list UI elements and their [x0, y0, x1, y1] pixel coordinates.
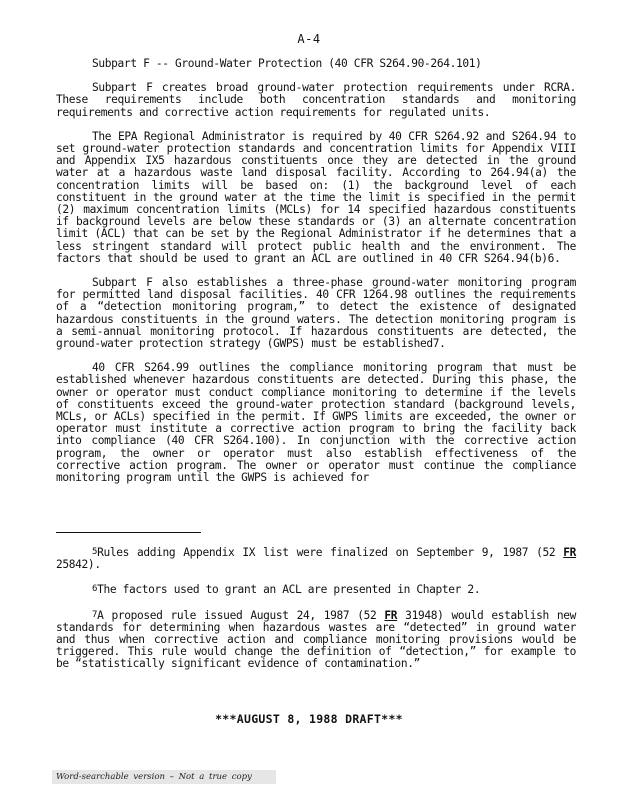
footnote-text: A proposed rule issued August 24, 1987 (52: [97, 608, 385, 622]
paragraph-1: Subpart F creates broad ground-water protection requirements under RCRA. These requirements include both concentration standards and monitoring requirements and corrective action requirements for regulated units.: [56, 81, 576, 119]
footnote-number: 6: [92, 584, 98, 595]
page-number: A-4: [297, 32, 321, 46]
footnote-text: 31948) would establish new standards for determining when hazardous wastes are “detected” in ground water and thus when corrective action and compliance monitoring provisions would be triggered. This rule would change the definition of “detection,” for example to be “statistically significant evidence of contamination.”: [56, 608, 576, 671]
footnote-text: Rules adding Appendix IX list were finalized on September 9, 1987 (52: [97, 546, 564, 559]
federal-register-ref: FR: [563, 546, 576, 559]
footnote-text: The factors used to grant an ACL are presented in Chapter 2.: [97, 583, 481, 597]
disclaimer: Word-searchable version – Not a true copy: [52, 770, 276, 784]
footnotes: [56, 546, 576, 683]
footnote-7: [56, 609, 576, 671]
footnote-text: 25842).: [56, 558, 101, 572]
document-body: [56, 58, 576, 496]
section-heading: Subpart F -- Ground-Water Protection (40 CFR S264.90-264.101): [92, 57, 482, 70]
paragraph-4: 40 CFR S264.99 outlines the compliance monitoring program that must be established whenever hazardous constituents are detected. During this phase, the owner or operator must conduct compliance monitoring to determine if the levels of constituents exceed the ground-water protection standard (background levels, MCLs, or ACLs) specified in the permit. If GWPS limits are exceeded, the owner or operator must institute a corrective action program to bring the facility back into compliance (40 CFR S264.100). In conjunction with the corrective action program, the owner or operator must also establish effectiveness of the corrective action program. The owner or operator must continue the compliance monitoring program until the GWPS is achieved for: [56, 361, 576, 485]
footnote-number: 5: [92, 547, 98, 557]
footnote-5: [56, 546, 576, 571]
footnote-6: [56, 583, 576, 596]
footnote-number: 7: [92, 609, 98, 620]
federal-register-ref: FR: [384, 608, 398, 622]
footnote-divider: [56, 532, 201, 533]
paragraph-2: The EPA Regional Administrator is required by 40 CFR S264.92 and S264.94 to set ground-water protection standards and concentration limits for Appendix VIII and Appendix IX5 hazardous constituents once they are detected in the ground water at a hazardous waste land disposal facility. According to 264.94(a) the concentration limits will be based on: (1) the background level of each constituent in the ground water at the time the limit is specified in the permit (2) maximum concentration limits (MCLs) for 14 specified hazardous constituents if background levels are below these standards or (3) an alternate concentration limit (ACL) that can be set by the Regional Administrator if he determines that a less stringent standard will protect public health and the environment. The factors that should be used to grant an ACL are outlined in 40 CFR S264.94(b)6.: [56, 129, 576, 265]
draft-label: ***AUGUST 8, 1988 DRAFT***: [215, 712, 403, 726]
paragraph-3: Subpart F also establishes a three-phase ground-water monitoring program for permitted land disposal facilities. 40 CFR 1264.98 outlines the requirements of a “detection monitoring program,” to detect the existence of designated hazardous constituents in the ground waters. The detection monitoring program is a semi-annual monitoring protocol. If hazardous constituents are detected, the ground-water protection strategy (GWPS) must be established7.: [56, 276, 576, 351]
